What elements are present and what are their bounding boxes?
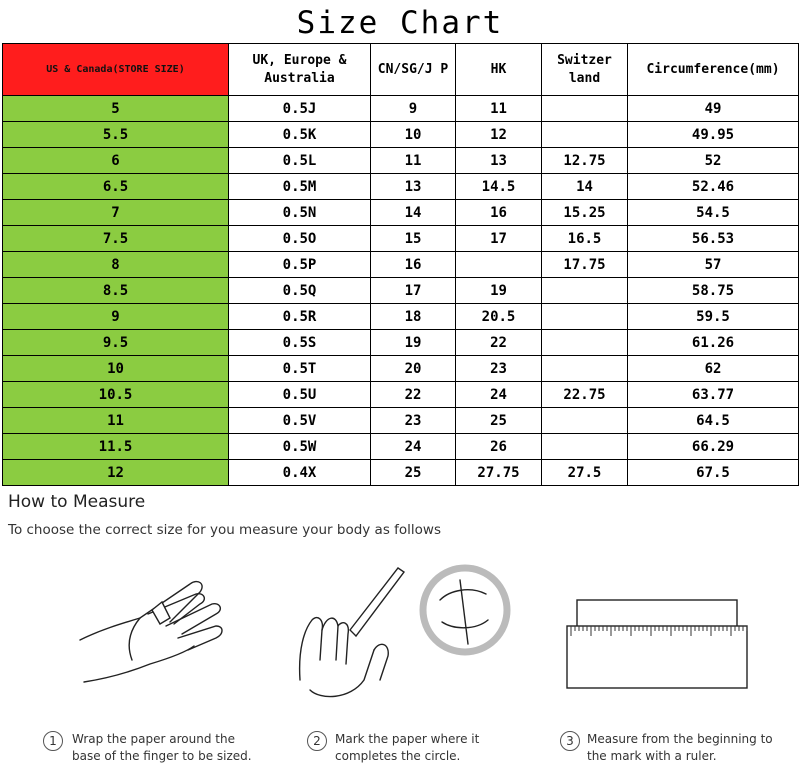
- table-cell: 49: [628, 96, 799, 122]
- step-1-line-2: base of the finger to be sized.: [72, 749, 252, 763]
- table-cell: 12.75: [542, 148, 628, 174]
- table-cell: 52: [628, 148, 799, 174]
- table-cell: 20: [371, 356, 456, 382]
- step-3-line-2: the mark with a ruler.: [587, 749, 717, 763]
- table-cell: [542, 304, 628, 330]
- how-to-measure-subtitle: To choose the correct size for you measure your body as follows: [8, 522, 441, 538]
- table-cell: 17.75: [542, 252, 628, 278]
- table-cell: 17: [456, 226, 542, 252]
- table-cell: 54.5: [628, 200, 799, 226]
- table-cell: 14: [371, 200, 456, 226]
- table-cell: 11: [371, 148, 456, 174]
- header-us-canada: US & Canada(STORE SIZE): [3, 44, 229, 96]
- table-cell: 24: [371, 434, 456, 460]
- table-row: [3, 226, 799, 252]
- header-switzerland: Switzer land: [542, 44, 628, 96]
- step-3-text: [587, 731, 773, 765]
- table-row: [3, 96, 799, 122]
- table-row: [3, 408, 799, 434]
- table-row: [3, 304, 799, 330]
- table-cell: [542, 434, 628, 460]
- table-cell: 49.95: [628, 122, 799, 148]
- table-row: [3, 278, 799, 304]
- table-row: [3, 460, 799, 486]
- table-cell: [542, 278, 628, 304]
- table-cell: 11: [3, 408, 229, 434]
- table-cell: 25: [456, 408, 542, 434]
- page-title: Size Chart: [296, 5, 504, 41]
- table-cell: 0.5K: [229, 122, 371, 148]
- header-circumference: Circumference(mm): [628, 44, 799, 96]
- table-cell: 13: [456, 148, 542, 174]
- table-cell: 62: [628, 356, 799, 382]
- table-cell: 0.5V: [229, 408, 371, 434]
- table-cell: 0.5J: [229, 96, 371, 122]
- table-cell: 5: [3, 96, 229, 122]
- table-cell: 0.5P: [229, 252, 371, 278]
- table-cell: 22.75: [542, 382, 628, 408]
- step-1-text: [72, 731, 252, 765]
- table-cell: [542, 330, 628, 356]
- table-cell: 66.29: [628, 434, 799, 460]
- header-hk: HK: [456, 44, 542, 96]
- table-cell: 0.4X: [229, 460, 371, 486]
- table-cell: 7.5: [3, 226, 229, 252]
- table-cell: 15: [371, 226, 456, 252]
- table-cell: 14.5: [456, 174, 542, 200]
- table-cell: 0.5W: [229, 434, 371, 460]
- step-2-text: [335, 731, 479, 765]
- table-cell: 9: [371, 96, 456, 122]
- table-cell: 61.26: [628, 330, 799, 356]
- table-cell: 27.5: [542, 460, 628, 486]
- table-row: [3, 122, 799, 148]
- table-cell: 17: [371, 278, 456, 304]
- table-cell: 22: [456, 330, 542, 356]
- table-cell: 9: [3, 304, 229, 330]
- table-cell: 14: [542, 174, 628, 200]
- table-cell: [456, 252, 542, 278]
- step-3-line-1: Measure from the beginning to: [587, 732, 773, 746]
- table-row: [3, 200, 799, 226]
- table-cell: 63.77: [628, 382, 799, 408]
- table-cell: 12: [456, 122, 542, 148]
- step-2-line-1: Mark the paper where it: [335, 732, 480, 746]
- table-cell: 11: [456, 96, 542, 122]
- table-cell: 57: [628, 252, 799, 278]
- table-cell: 0.5S: [229, 330, 371, 356]
- table-cell: 0.5L: [229, 148, 371, 174]
- table-cell: 23: [371, 408, 456, 434]
- table-cell: 0.5T: [229, 356, 371, 382]
- table-cell: 8.5: [3, 278, 229, 304]
- size-chart-table: [2, 43, 799, 486]
- table-cell: 58.75: [628, 278, 799, 304]
- ruler-measure-illustration: [565, 560, 755, 720]
- table-cell: 10.5: [3, 382, 229, 408]
- header-cn-sg-jp: CN/SG/J P: [371, 44, 456, 96]
- table-row: [3, 330, 799, 356]
- table-cell: 25: [371, 460, 456, 486]
- table-cell: 0.5Q: [229, 278, 371, 304]
- table-row: [3, 174, 799, 200]
- table-row: [3, 356, 799, 382]
- table-cell: 52.46: [628, 174, 799, 200]
- table-cell: 0.5N: [229, 200, 371, 226]
- hand-wrap-illustration: [70, 560, 240, 720]
- table-cell: 67.5: [628, 460, 799, 486]
- table-cell: [542, 122, 628, 148]
- table-cell: 56.53: [628, 226, 799, 252]
- how-to-measure-heading: How to Measure: [8, 492, 146, 512]
- table-cell: 0.5O: [229, 226, 371, 252]
- table-cell: 15.25: [542, 200, 628, 226]
- step-1-line-1: Wrap the paper around the: [72, 732, 235, 746]
- table-cell: 0.5U: [229, 382, 371, 408]
- table-cell: 59.5: [628, 304, 799, 330]
- table-cell: 12: [3, 460, 229, 486]
- table-cell: [542, 408, 628, 434]
- table-row: [3, 434, 799, 460]
- table-cell: 16: [456, 200, 542, 226]
- table-cell: 26: [456, 434, 542, 460]
- table-row: [3, 382, 799, 408]
- table-cell: 10: [371, 122, 456, 148]
- table-cell: 9.5: [3, 330, 229, 356]
- table-cell: 0.5R: [229, 304, 371, 330]
- table-row: [3, 148, 799, 174]
- mark-paper-illustration: [290, 560, 520, 720]
- table-cell: 19: [456, 278, 542, 304]
- step-2-number: 2: [307, 731, 327, 751]
- table-cell: 7: [3, 200, 229, 226]
- table-cell: 18: [371, 304, 456, 330]
- table-cell: 6: [3, 148, 229, 174]
- table-cell: 16: [371, 252, 456, 278]
- header-uk-europe-australia: UK, Europe & Australia: [229, 44, 371, 96]
- step-3-number: 3: [560, 731, 580, 751]
- table-cell: 24: [456, 382, 542, 408]
- table-cell: 10: [3, 356, 229, 382]
- table-cell: 0.5M: [229, 174, 371, 200]
- table-cell: 11.5: [3, 434, 229, 460]
- table-cell: 22: [371, 382, 456, 408]
- table-cell: [542, 356, 628, 382]
- step-1-number: 1: [43, 731, 63, 751]
- table-cell: 20.5: [456, 304, 542, 330]
- table-cell: 5.5: [3, 122, 229, 148]
- table-cell: 8: [3, 252, 229, 278]
- table-row: [3, 252, 799, 278]
- table-cell: [542, 96, 628, 122]
- table-cell: 13: [371, 174, 456, 200]
- table-cell: 23: [456, 356, 542, 382]
- table-cell: 6.5: [3, 174, 229, 200]
- step-2-line-2: completes the circle.: [335, 749, 461, 763]
- table-cell: 19: [371, 330, 456, 356]
- table-cell: 27.75: [456, 460, 542, 486]
- table-cell: 16.5: [542, 226, 628, 252]
- table-header-row: [3, 44, 799, 96]
- table-cell: 64.5: [628, 408, 799, 434]
